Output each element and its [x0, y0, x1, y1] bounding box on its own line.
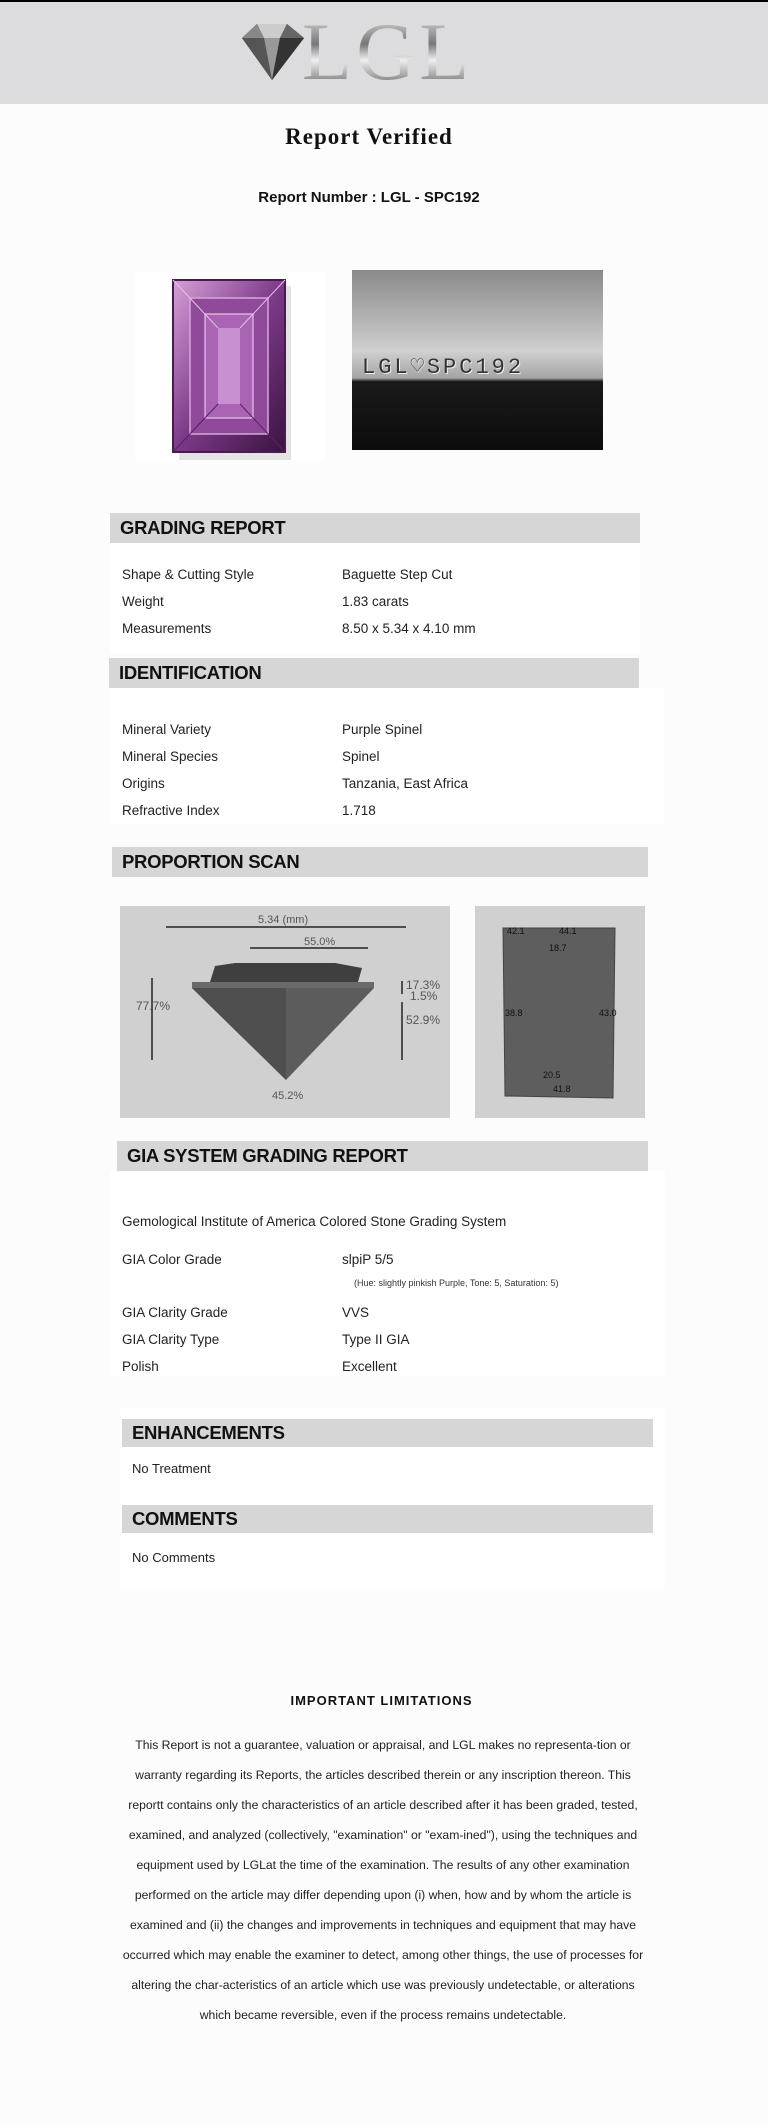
top-left-label: 38.8: [505, 1008, 523, 1018]
side-pavilion-label: 52.9%: [406, 1013, 441, 1027]
side-table-label: 55.0%: [304, 936, 336, 948]
comments-text: No Comments: [132, 1550, 216, 1565]
proportion-side-diagram: [120, 906, 450, 1118]
gia-color-note: (Hue: slightly pinkish Purple, Tone: 5, Saturation: 5): [354, 1278, 559, 1288]
top-tl-label: 42.1: [507, 926, 525, 936]
proportion-top-diagram: [475, 906, 645, 1118]
enhancements-heading: ENHANCEMENTS: [122, 1419, 653, 1447]
top-bottom-label: 41.8: [553, 1084, 571, 1094]
limitations-text: This Report is not a guarantee, valuation or appraisal, and LGL makes no representa-tion or warranty regarding its Reports, the articles described therein or any inscription thereon. This reportt contains only the characteristics of an article described after it has been graded, tested, examined, and analyzed (collectively, "examination" or "exam-ined"), using the techniques and equipment used by LGLat the time of the examination. The results of any other examination performed on the article may differ depending upon (i) when, how and by whom the article is examined and (ii) the changes and improvements in techniques and equipment that may have occurred which may enable the examiner to detect, among other things, the use of processes for altering the char-acteristics of an article which use was previously undetectable, or alterations which became reversible, even if the process remains undetectable.: [122, 1738, 644, 2022]
side-culet-label: 45.2%: [272, 1090, 304, 1102]
top-tm-label: 18.7: [549, 943, 567, 953]
side-width-label: 5.34 (mm): [258, 914, 309, 926]
top-bm-label: 20.5: [543, 1070, 561, 1080]
gem-photo: [135, 272, 325, 460]
page-title: Report Verified: [285, 124, 453, 149]
lgl-logo: [232, 6, 492, 97]
side-girdle-label: 1.5%: [410, 989, 438, 1003]
grading-report-panel: Shape & Cutting Style Baguette Step Cut Weight 1.83 carats Measurements 8.50 x 5.34 x 4.10 mm: [110, 543, 640, 653]
report-number: Report Number : LGL - SPC192: [258, 189, 480, 206]
side-crown-label: 17.3%: [406, 978, 441, 992]
top-tr-label: 44.1: [559, 926, 577, 936]
side-depth-label: 77.7%: [136, 999, 171, 1013]
inscription-text: LGL♡SPC192: [362, 355, 525, 380]
comments-heading: COMMENTS: [122, 1505, 653, 1533]
identification-panel: Mineral Variety Purple Spinel Mineral Species Spinel Origins Tanzania, East Africa Refractive Index 1.718: [109, 688, 664, 824]
identification-heading: IDENTIFICATION: [109, 658, 639, 688]
enhancements-text: No Treatment: [132, 1461, 211, 1476]
gia-intro: Gemological Institute of America Colored Stone Grading System: [122, 1214, 507, 1229]
diamond-icon: [232, 18, 312, 88]
gia-panel: Gemological Institute of America Colored Stone Grading System GIA Color Grade slpiP 5/5 (Hue: slightly pinkish Purple, Tone: 5, Saturation: 5) GIA Clarity Grade VVS GIA Clarity Type Type II GIA Polish Excellent: [110, 1171, 665, 1376]
grading-report-heading: GRADING REPORT: [110, 513, 640, 543]
gia-heading: GIA SYSTEM GRADING REPORT: [117, 1141, 648, 1171]
header-banner: [0, 2, 768, 104]
limitations-heading: IMPORTANT LIMITATIONS: [290, 1693, 473, 1708]
laser-inscription-photo: [352, 270, 603, 450]
top-right-label: 43.0: [599, 1008, 617, 1018]
logo-text: LGL: [302, 6, 474, 97]
proportion-scan-heading: PROPORTION SCAN: [112, 847, 648, 877]
